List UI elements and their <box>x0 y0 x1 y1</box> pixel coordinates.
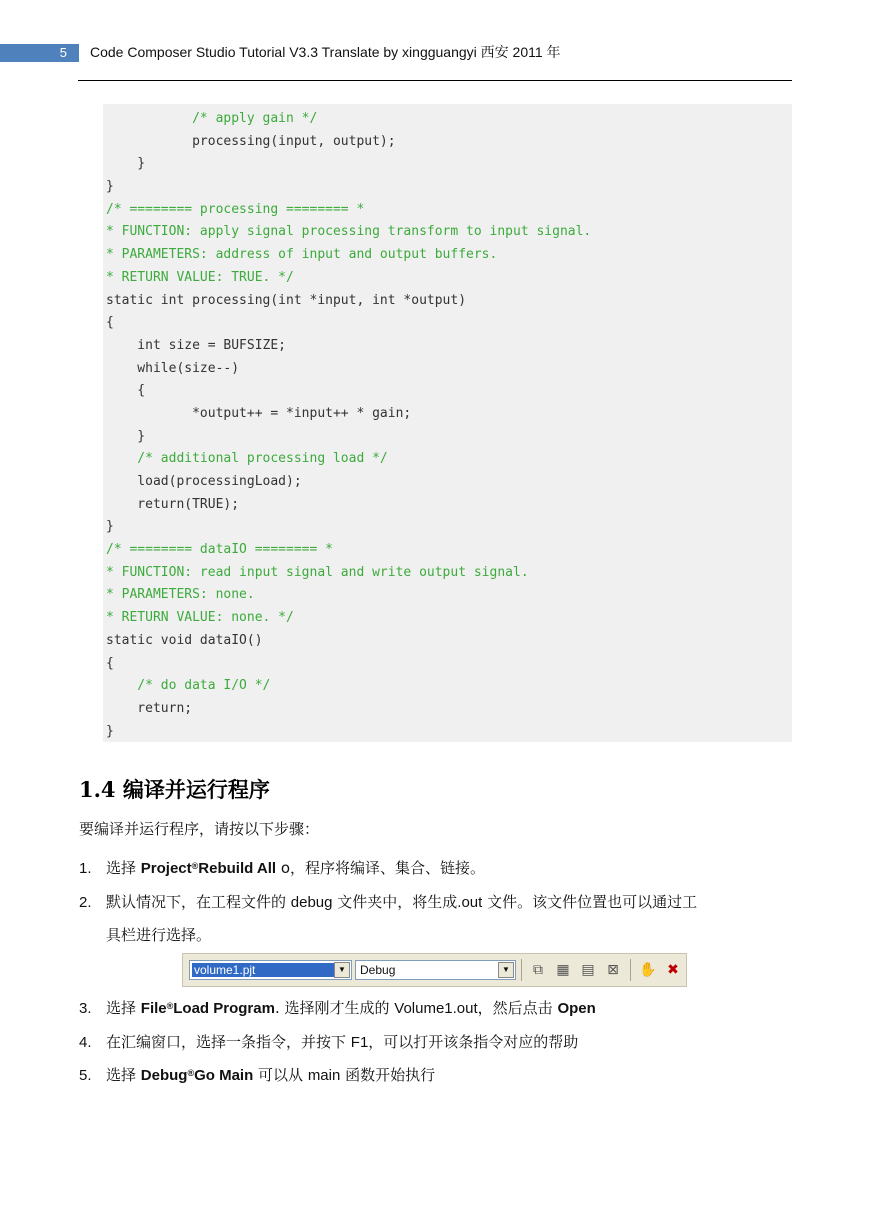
code-line: return; <box>106 700 193 716</box>
menu-go-main: Go Main <box>194 1067 254 1084</box>
code-comment-line: * PARAMETERS: none. <box>106 587 255 603</box>
step-number: 1. <box>79 860 92 877</box>
steps-list-continued <box>79 992 799 1093</box>
code-line: } <box>106 723 114 739</box>
code-comment-line: * RETURN VALUE: none. */ <box>106 610 294 626</box>
step-text: 选择 <box>106 1066 141 1084</box>
code-comment-line: * FUNCTION: apply signal processing transform to input signal. <box>106 224 592 240</box>
code-line: int size = BUFSIZE; <box>106 337 287 353</box>
step-text: 可以从 <box>253 1066 308 1084</box>
toolbar-separator <box>630 959 631 981</box>
breakpoint-icon[interactable]: ✖ <box>667 962 679 978</box>
rebuild-all-icon[interactable]: ▤ <box>581 962 595 978</box>
list-item <box>79 852 799 886</box>
code-line: } <box>106 156 146 172</box>
config-select-value: Debug <box>360 963 396 977</box>
code-comment-line: /* ======== dataIO ======== * <box>106 542 333 558</box>
step-text: 具栏进行选择。 <box>106 926 212 944</box>
code-line: while(size--) <box>106 360 240 376</box>
header-divider <box>78 80 792 81</box>
function-name: main <box>307 1067 341 1084</box>
key-name: F1 <box>350 1033 369 1051</box>
menu-debug: Debug <box>140 1067 188 1084</box>
step-text: 函数开始执行 <box>340 1066 436 1084</box>
step-text: 文件。该文件位置也可以通过工 <box>482 892 698 911</box>
list-item <box>79 992 799 1026</box>
step-text: . 选择刚才生成的 <box>274 999 395 1017</box>
file-name: Volume1.out <box>394 1000 478 1017</box>
menu-separator: ® <box>166 1001 174 1011</box>
section-intro: 要编译并运行程序，请按以下步骤： <box>79 820 320 838</box>
list-item <box>79 886 799 953</box>
steps-list <box>79 852 799 953</box>
page-header <box>0 38 869 68</box>
project-select[interactable] <box>189 960 352 980</box>
menu-separator: ® <box>191 861 199 871</box>
code-line: } <box>106 519 114 535</box>
halt-hand-icon[interactable]: ✋ <box>639 962 657 978</box>
file-extension: .out <box>457 893 483 911</box>
page-number: 5 <box>0 44 79 62</box>
step-text: 在汇编窗口，选择一条指令，并按下 <box>106 1032 351 1051</box>
code-line: load(processingLoad); <box>106 474 302 489</box>
step-number: 4. <box>79 1033 92 1051</box>
menu-file: File <box>140 1000 167 1017</box>
code-line: *output++ = *input++ * gain; <box>106 405 412 421</box>
stop-build-icon[interactable]: ⊠ <box>607 962 619 978</box>
code-comment-line: * PARAMETERS: address of input and output buffers. <box>106 247 498 263</box>
code-comment-line: /* additional processing load */ <box>106 451 388 467</box>
code-line: } <box>106 428 146 444</box>
code-line: } <box>106 179 114 195</box>
code-line: { <box>106 655 114 671</box>
header-title: Code Composer Studio Tutorial V3.3 Translate by xingguangyi 西安 2011 年 <box>90 44 561 60</box>
project-select-value: volume1.pjt <box>192 963 334 977</box>
code-comment-line: /* do data I/O */ <box>106 678 271 694</box>
chevron-down-icon[interactable]: ▼ <box>334 962 350 978</box>
menu-separator: ® <box>187 1068 195 1078</box>
section-heading: 1.4 编译并运行程序 <box>79 777 270 802</box>
menu-project: Project <box>140 860 192 877</box>
code-comment-line: /* apply gain */ <box>106 111 318 126</box>
code-comment-line: * RETURN VALUE: TRUE. */ <box>106 269 294 285</box>
list-item <box>79 1026 799 1060</box>
code-line: return(TRUE); <box>106 496 240 512</box>
chevron-down-icon[interactable]: ▼ <box>498 962 514 978</box>
step-text: 选择 <box>106 859 141 877</box>
project-toolbar <box>182 953 687 987</box>
code-line: static int processing(int *input, int *output) <box>106 292 467 308</box>
code-line: processing(input, output); <box>106 133 396 149</box>
step-text: ，然后点击 <box>477 999 558 1017</box>
folder-name: debug <box>290 893 333 911</box>
step-number: 5. <box>79 1067 92 1084</box>
compile-file-icon[interactable]: ⧉ <box>533 962 543 978</box>
list-item <box>79 1059 799 1093</box>
code-line: static void dataIO() <box>106 632 263 648</box>
menu-rebuild-all: Rebuild All <box>198 860 277 877</box>
open-label: Open <box>557 1000 596 1017</box>
step-text: 文件夹中，将生成 <box>332 892 458 911</box>
step-number: 3. <box>79 1000 92 1017</box>
step-text: o，程序将编译、集合、链接。 <box>276 859 486 877</box>
code-line: { <box>106 315 114 331</box>
step-text: 默认情况下，在工程文件的 <box>106 892 291 911</box>
code-block <box>103 104 792 742</box>
toolbar-separator <box>521 959 522 981</box>
step-text: 选择 <box>106 999 141 1017</box>
code-comment-line: * FUNCTION: read input signal and write output signal. <box>106 564 529 580</box>
code-line: { <box>106 383 146 399</box>
menu-load-program: Load Program <box>173 1000 275 1017</box>
step-number: 2. <box>79 893 92 911</box>
code-comment-line: /* ======== processing ======== * <box>106 201 365 217</box>
config-select[interactable] <box>355 960 516 980</box>
step-text: ，可以打开该条指令对应的帮助 <box>368 1032 579 1051</box>
incremental-build-icon[interactable]: ▦ <box>556 962 570 978</box>
